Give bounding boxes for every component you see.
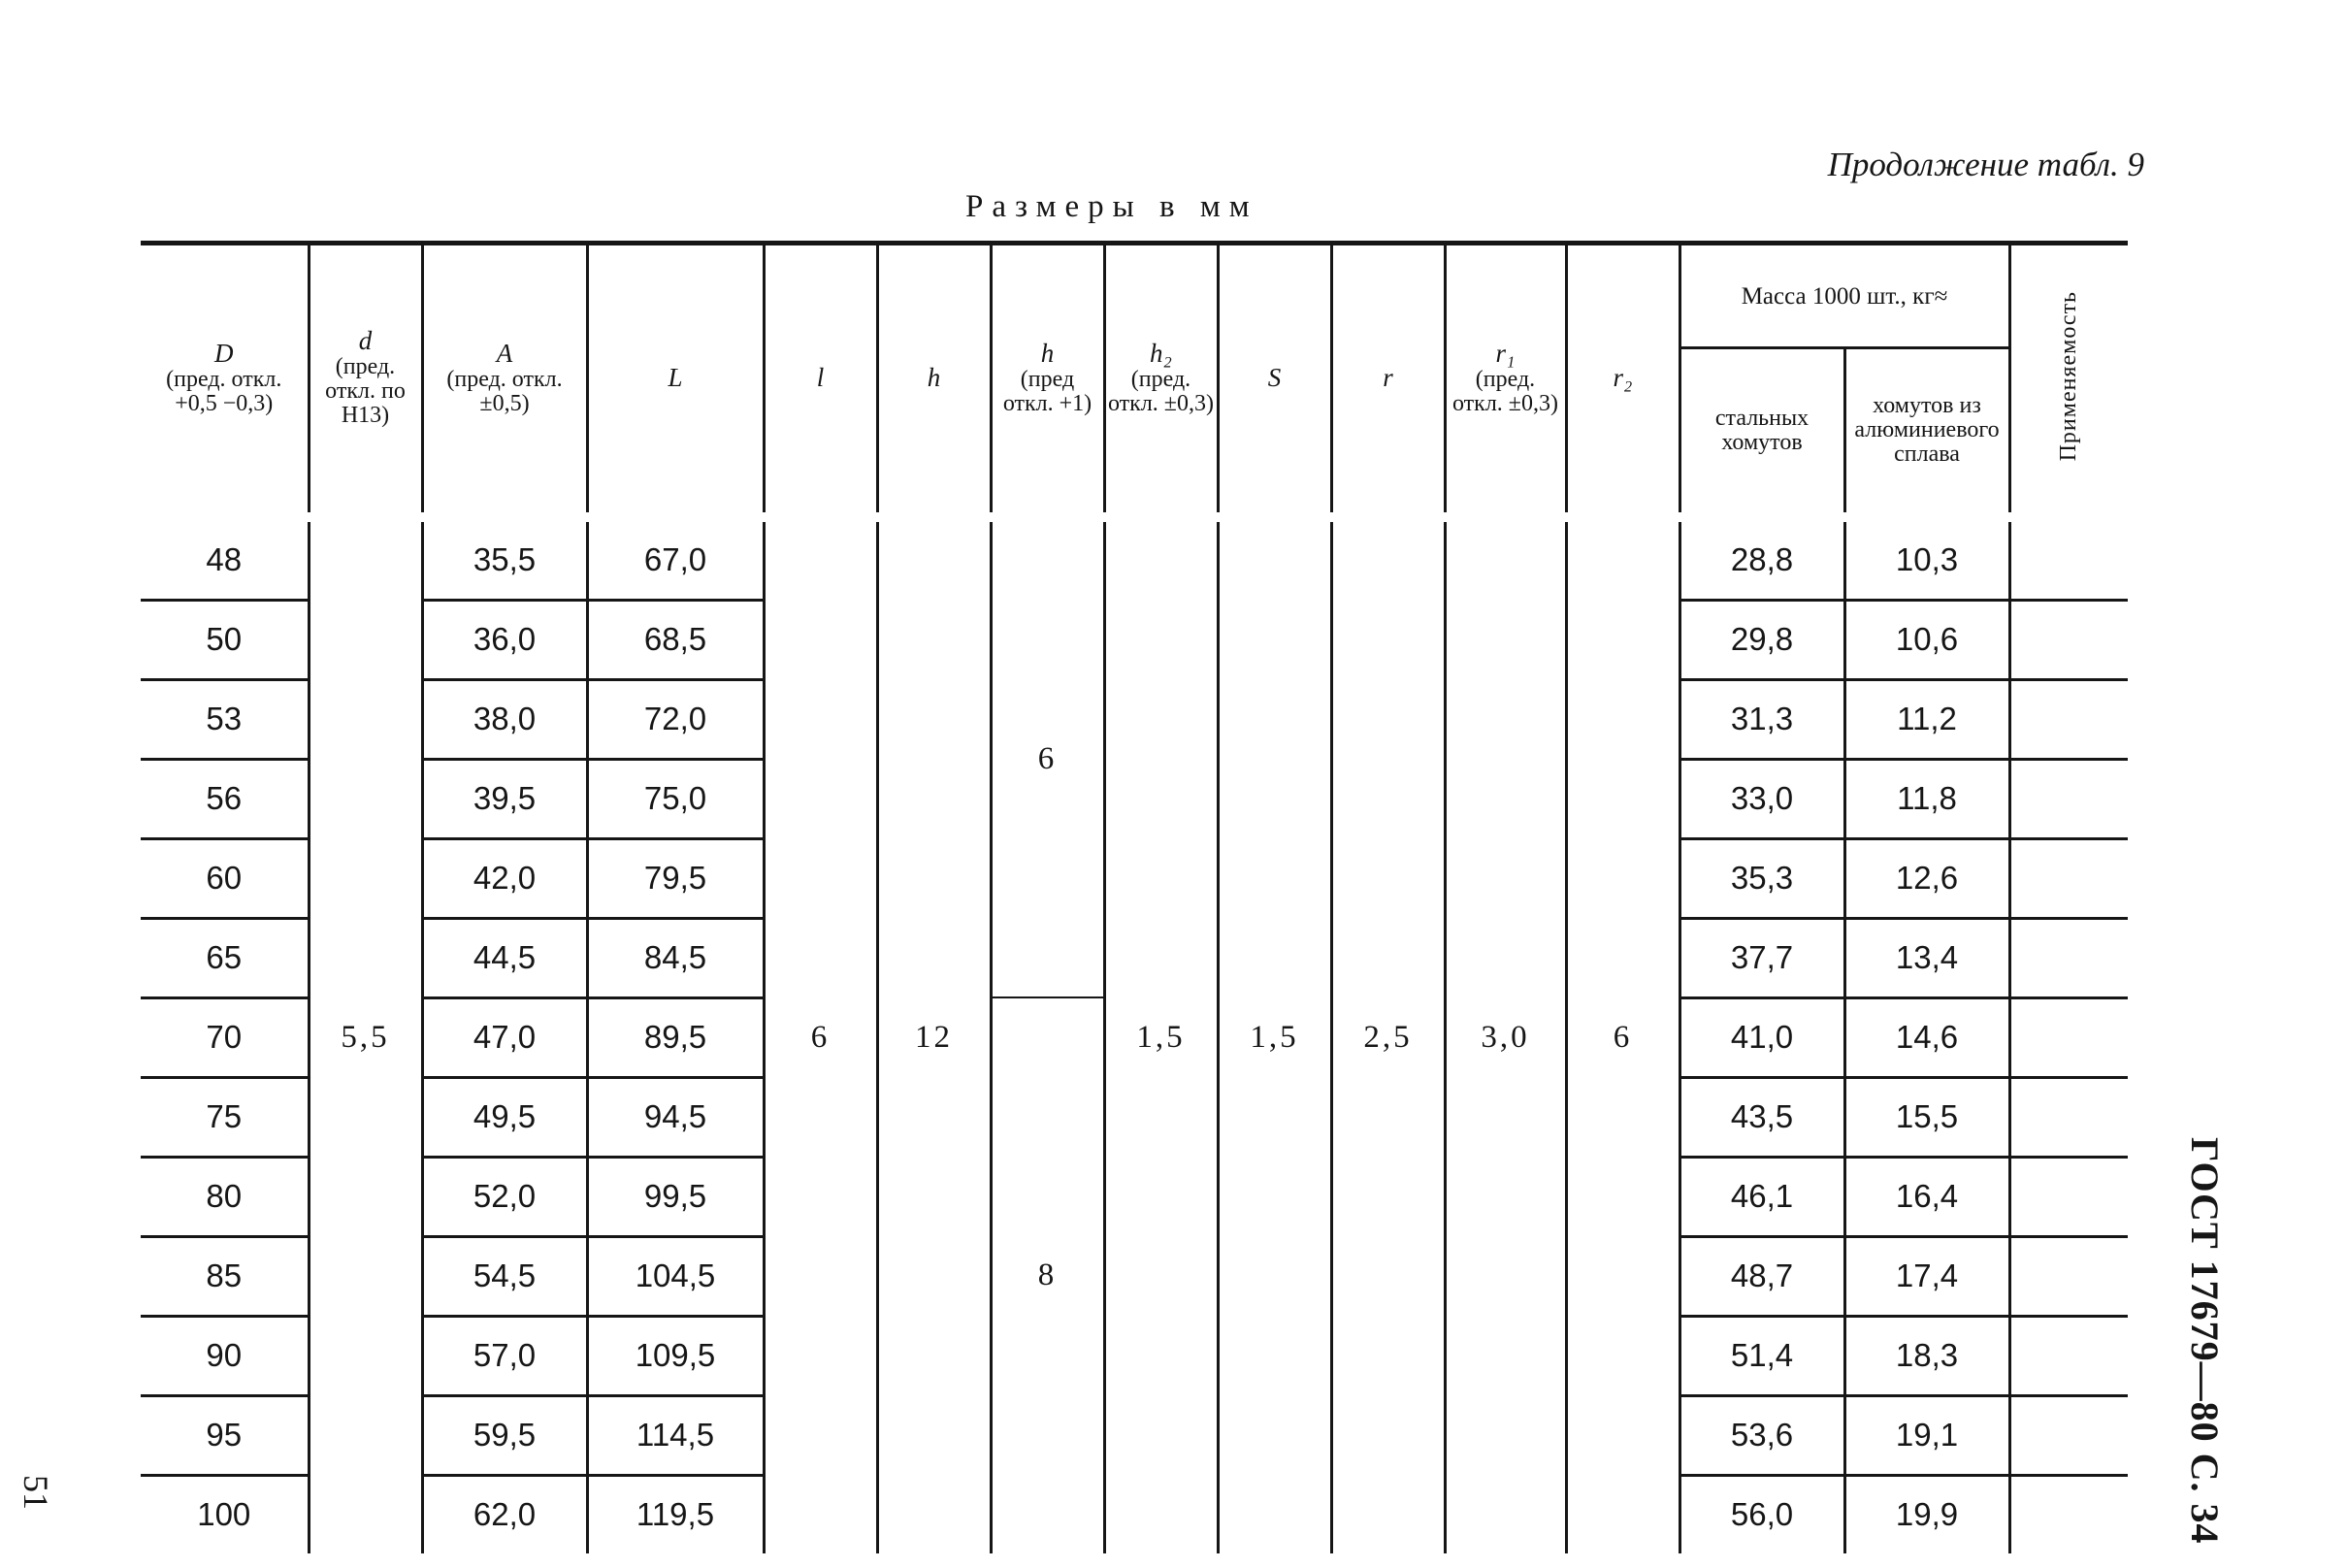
- header-applicability: Применяемость: [2009, 244, 2128, 517]
- header-r2: r₂: [1566, 244, 1679, 517]
- cell-applicability: [2009, 1475, 2128, 1553]
- cell-mass-steel: 43,5: [1679, 1077, 1844, 1157]
- header-A: A (пред. откл. ±0,5): [422, 244, 587, 517]
- dimensions-table: [141, 241, 2128, 1553]
- cell-mass-aluminium: 17,4: [1844, 1236, 2009, 1316]
- cell-applicability: [2009, 838, 2128, 918]
- header-mass-aluminium: хомутов из алюминиевого сплава: [1844, 348, 2009, 517]
- cell-applicability: [2009, 918, 2128, 997]
- cell-A: 39,5: [422, 759, 587, 838]
- cell-D: 80: [141, 1157, 309, 1236]
- cell-mass-aluminium: 13,4: [1844, 918, 2009, 997]
- cell-L: 89,5: [587, 997, 764, 1077]
- cell-D: 56: [141, 759, 309, 838]
- cell-applicability: [2009, 1077, 2128, 1157]
- header-r: r: [1331, 244, 1445, 517]
- cell-D: 100: [197, 1496, 251, 1532]
- cell-mass-steel: 56,0: [1679, 1475, 1844, 1553]
- cell-mass-steel: 48,7: [1679, 1236, 1844, 1316]
- header-mass-group: Масса 1000 шт., кг≈: [1679, 244, 2009, 348]
- header-h2: h₂ (пред. откл. ±0,3): [1104, 244, 1218, 517]
- cell-A: 49,5: [422, 1077, 587, 1157]
- cell-D: 70: [141, 997, 309, 1077]
- cell-A: 62,0: [422, 1475, 587, 1553]
- cell-applicability: [2009, 759, 2128, 838]
- cell-A: 38,0: [422, 679, 587, 759]
- cell-L: 68,5: [587, 600, 764, 679]
- header-S: S: [1218, 244, 1331, 517]
- cell-mass-aluminium: 11,8: [1844, 759, 2009, 838]
- cell-mass-aluminium: 11,2: [1844, 679, 2009, 759]
- page-number: 51: [16, 1475, 55, 1510]
- cell-L: 94,5: [587, 1077, 764, 1157]
- cell-A: 35,5: [422, 517, 587, 601]
- cell-A: 36,0: [422, 600, 587, 679]
- cell-mass-aluminium: 15,5: [1844, 1077, 2009, 1157]
- header-mass-steel: стальных хомутов: [1679, 348, 1844, 517]
- cell-mass-aluminium: 14,6: [1844, 997, 2009, 1077]
- cell-mass-aluminium: 16,4: [1844, 1157, 2009, 1236]
- header-D: D (пред. откл. +0,5 −0,3): [166, 338, 282, 416]
- cell-A: 54,5: [422, 1236, 587, 1316]
- cell-applicability: [2009, 679, 2128, 759]
- cell-h2: 1,5: [1104, 517, 1218, 1553]
- cell-h-tolerance-lower: 8: [991, 997, 1104, 1553]
- cell-L: 114,5: [587, 1395, 764, 1475]
- continuation-label: Продолжение табл. 9: [1827, 146, 2144, 183]
- cell-L: 67,0: [587, 517, 764, 601]
- cell-r1: 3,0: [1445, 517, 1566, 1553]
- header-L: L: [587, 244, 764, 517]
- cell-mass-aluminium: 18,3: [1844, 1316, 2009, 1395]
- cell-mass-steel: 41,0: [1679, 997, 1844, 1077]
- cell-D: 50: [141, 600, 309, 679]
- table-row: [141, 517, 2128, 601]
- cell-D: 85: [141, 1236, 309, 1316]
- cell-L: 79,5: [587, 838, 764, 918]
- cell-D: 75: [141, 1077, 309, 1157]
- cell-S: 1,5: [1218, 517, 1331, 1553]
- cell-mass-aluminium: 19,1: [1844, 1395, 2009, 1475]
- cell-D: 60: [141, 838, 309, 918]
- cell-mass-aluminium: 19,9: [1844, 1475, 2009, 1553]
- header-r1: r₁ (пред. откл. ±0,3): [1445, 244, 1566, 517]
- header-d: d (пред. откл. по H13): [309, 244, 422, 517]
- cell-mass-steel: 28,8: [1679, 517, 1844, 601]
- cell-mass-steel: 33,0: [1679, 759, 1844, 838]
- cell-L: 109,5: [587, 1316, 764, 1395]
- cell-A: 52,0: [422, 1157, 587, 1236]
- cell-L: 75,0: [587, 759, 764, 838]
- cell-D: 90: [141, 1316, 309, 1395]
- cell-mass-steel: 29,8: [1679, 600, 1844, 679]
- cell-D: 48: [141, 517, 309, 601]
- cell-d: 5,5: [309, 517, 422, 1553]
- standard-label: ГОСТ 17679—80 С. 34: [2183, 1137, 2227, 1545]
- cell-A: 44,5: [422, 918, 587, 997]
- header-h: h: [877, 244, 991, 517]
- cell-applicability: [2009, 1157, 2128, 1236]
- cell-applicability: [2009, 1316, 2128, 1395]
- cell-mass-steel: 53,6: [1679, 1395, 1844, 1475]
- cell-A: 42,0: [422, 838, 587, 918]
- cell-mass-aluminium: 10,6: [1844, 600, 2009, 679]
- cell-D: 95: [141, 1395, 309, 1475]
- cell-applicability: [2009, 1395, 2128, 1475]
- cell-L: 119,5: [587, 1475, 764, 1553]
- cell-D: 53: [141, 679, 309, 759]
- cell-l: 6: [764, 517, 877, 1553]
- cell-mass-aluminium: 12,6: [1844, 838, 2009, 918]
- cell-D: 65: [141, 918, 309, 997]
- cell-h-tolerance-upper: 6: [991, 517, 1104, 998]
- cell-h: 12: [877, 517, 991, 1553]
- header-l: l: [764, 244, 877, 517]
- table-body: [141, 517, 2128, 1553]
- cell-mass-aluminium: 10,3: [1844, 517, 2009, 601]
- cell-r: 2,5: [1331, 517, 1445, 1553]
- cell-r2: 6: [1566, 517, 1679, 1553]
- cell-applicability: [2009, 517, 2128, 601]
- cell-mass-steel: 51,4: [1679, 1316, 1844, 1395]
- cell-mass-steel: 31,3: [1679, 679, 1844, 759]
- cell-applicability: [2009, 600, 2128, 679]
- cell-mass-steel: 37,7: [1679, 918, 1844, 997]
- cell-A: 57,0: [422, 1316, 587, 1395]
- cell-L: 104,5: [587, 1236, 764, 1316]
- cell-applicability: [2009, 1236, 2128, 1316]
- cell-mass-steel: 35,3: [1679, 838, 1844, 918]
- cell-mass-steel: 46,1: [1679, 1157, 1844, 1236]
- header-h-tolerance: h (пред откл. +1): [991, 244, 1104, 517]
- cell-applicability: [2009, 997, 2128, 1077]
- cell-A: 59,5: [422, 1395, 587, 1475]
- cell-L: 84,5: [587, 918, 764, 997]
- cell-L: 99,5: [587, 1157, 764, 1236]
- cell-L: 72,0: [587, 679, 764, 759]
- units-caption: Размеры в мм: [965, 189, 1258, 224]
- cell-A: 47,0: [422, 997, 587, 1077]
